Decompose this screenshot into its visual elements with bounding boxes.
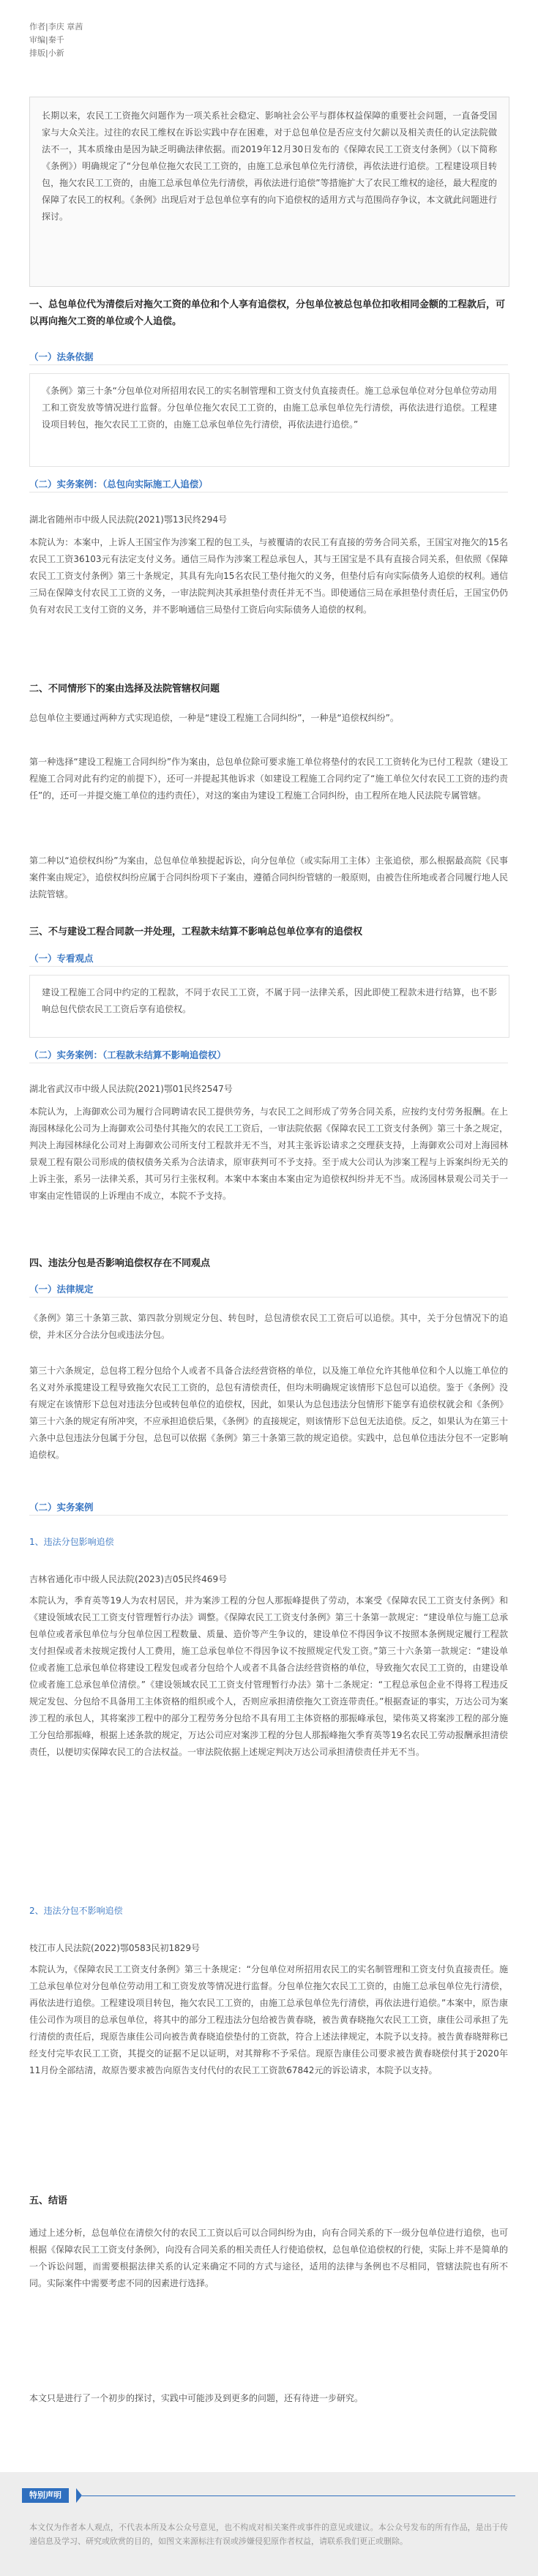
s3-case-text: 本院认为，上海御欢公司为履行合同聘请农民工提供劳务，与农民工之间形成了劳务合同关系，应按约支付劳务报酬。在上海园林绿化公司为上海御欢公司垫付其拖欠的农民工工资后，一审法院依据《保障农民工工资支付条例》第三十条之规定，判决上海园林绿化公司对上海御欢公司所支付工程款并无不当，对其主张诉讼请求之交理获支持，上海御欢公司对上海园林景观工程有限公司形成的债权债务关系为合法请求，原审获判可不予支持。至于成大公司认为涉案工程与上诉案纠纷无关的上诉主张，系另一法律关系，其可另行主张权利。本案中本案由本案由定为追偿权纠纷并无不当。成汤园林景观公司关于一审案由定性错误的上诉理由不成立，本院不予支持。	[29, 1107, 508, 1201]
footer-disclaimer: 本文仅为作者本人观点，不代表本所及本公众号意见，也不构成对相关案件或事件的意见或建议。本公众号发布的所有作品，是出于传递信息及学习、研究或欣赏的目的，如图文来源标注有误或涉嫌侵犯原作者权益，请联系我们更正或删除。	[29, 2523, 508, 2546]
section-3-title: 三、不与建设工程合同款一并处理，工程款未结算不影响总包单位享有的追偿权	[29, 926, 363, 937]
intro-text: 长期以来，农民工工资拖欠问题作为一项关系社会稳定、影响社会公平与群体权益保障的重要社会问题，一直备受国家与大众关注。过往的农民工维权在诉讼实践中存在困难，对于总包单位是否应支付欠薪以及相关责任的认定法院做法不一，其本质缘由是因为缺乏明确法律依据。而2019年12月30日发布的《保障农民工工资支付条例》（以下简称《条例》）明确规定了“分包单位拖欠农民工工资的，由施工总承包单位先行清偿，再依法进行追偿。工程建设项目转包，拖欠农民工工资的，由施工总承包单位先行清偿，再依法进行追偿”等措施扩大了农民工维权的途径，最大程度的保障了农民工的权利。《条例》出现后对于总包单位享有的向下追偿权的适用方式与范围尚存争议，本文就此问题进行探讨。	[42, 111, 497, 222]
s1-law-box	[29, 373, 509, 467]
credits	[29, 20, 83, 60]
s1-case-text: 本院认为：本案中，上诉人王国宝作为涉案工程的包工头，与被覆请的农民工有直接的劳务合同关系，王国宝对拖欠的15名农民工工资36103元有法定支付义务。通信三局作为涉案工程总承包人，其与王国宝是不具有直接合同关系，但依照《保障农民工工资支付条例》第三十条规定，其具有先向15名农民工垫付拖欠的义务，但垫付后有向实际债务人追偿的权利。通信三局在保障支付农民工工资的义务，一审法院判决其承担垫付责任并无不当。即使通信三局在承担垫付责任后，王国宝仍仍负有对农民工支付工资的义务，并不影响通信三局垫付工资后向实际债务人追偿的权利。	[29, 537, 508, 615]
s4-case2-heading: 2、违法分包不影响追偿	[29, 1906, 123, 1916]
s4-case1-court: 吉林省通化市中级人民法院(2023)吉05民终469号	[29, 1574, 228, 1584]
s4-case2-text: 本院认为，《保障农民工工资支付条例》第三十条规定：“分包单位对所招用农民工的实名制管理和工资支付负直接责任。施工总承包单位对分包单位劳动用工和工资发放等情况进行监督。分包单位拖欠农民工工资的，由施工总承包单位先行清偿，再依法进行追偿。工程建设项目转包，拖欠农民工工资的，由施工总承包单位先行清偿，再依法进行追偿。”本案中，原告康佳公司作为项目的总承包单位，将其中的部分工程违法分包给被告黄春晓，被告黄春晓拖欠农民工工资，康佳公司承担了先行清偿的责任后，现原告康佳公司向被告黄春晓追偿垫付的工资款，符合上述法律规定，本院予以支持。被告黄春晓辩称已经支付完毕农民工工资，其提交的证据不足以证明，对其辩称不予采信。现原告康佳公司要求被告黄春晓偿付其于2020年11月份全部结清，故原告要求被告向原告支付代付的农民工工资款67842元的诉讼请求，本院予以支持。	[29, 1964, 508, 2075]
divider	[29, 492, 508, 493]
author-credit: 作者|李庆 章茜	[29, 22, 83, 31]
footer-tag-arrow	[76, 2488, 82, 2503]
section-2-title: 二、不同情形下的案由选择及法院管辖权问题	[29, 684, 220, 694]
s3-case-heading: （二）实务案例：（工程款未结算不影响追偿权）	[29, 1049, 226, 1060]
s4-case1-heading: 1、违法分包影响追偿	[29, 1537, 114, 1547]
section-1-title: 一、总包单位代为清偿后对拖欠工资的单位和个人享有追偿权，分包单位被总包单位扣收相同金额的工程款后，可以再向拖欠工资的单位或个人追偿。	[29, 299, 506, 327]
s4-law-heading: （一）法律规定	[29, 1284, 94, 1295]
s1-law-heading: （一）法条依据	[29, 351, 94, 362]
divider	[29, 966, 508, 967]
s4-case2-court: 枝江市人民法院(2022)鄂0583民初1829号	[29, 1943, 200, 1953]
s1-case-court: 湖北省随州市中级人民法院(2021)鄂13民终294号	[29, 514, 228, 525]
s4-law-p1: 《条例》第三十条第三款、第四款分别规定分包、转包时，总包清偿农民工工资后可以追偿。其中，关于分包情况下的追偿，并未区分合法分包或违法分包。	[29, 1313, 508, 1340]
intro-box	[29, 97, 509, 287]
reviewer-credit: 审编|秦千	[29, 35, 64, 45]
section-4-title: 四、违法分包是否影响追偿权存在不同观点	[29, 1258, 211, 1269]
divider	[29, 1515, 508, 1516]
s4-law-p2: 第三十六条规定，总包将工程分包给个人或者不具备合法经营资格的单位，以及施工单位允许其他单位和个人以施工单位的名义对外承揽建设工程导致拖欠农民工工资的，总包有清偿责任，但均未明确规定该情形下总包可以追偿。鉴于《条例》没有规定在该情形下总包对违法分包或转包单位的追偿权，因此，如果认为总包违法分包情形下能享有追偿权就会和《条例》第三十六条的规定有所冲突，不应承担追偿后果，《条例》的直接规定，则该情形下总包无法追偿。反之，如果认为在第三十六条中总包违法分包属于分包，总包可以依据《条例》第三十条第三款的规定追偿。实践中，总包单位违法分包不一定影响追偿权。	[29, 1366, 509, 1460]
s2-p2: 第一种选择“建设工程施工合同纠纷”作为案由，总包单位除可要求施工单位将垫付的农民工工资转化为已付工程款（建设工程施工合同对此有约定的前提下），还可一并提起其他诉求（如建设工程施工合同约定了“施工单位欠付农民工工资的违约责任”的，还可一并提交施工单位的违约责任），对这的案由为建设工程施工合同纠纷，由工程所在地人民法院专属管辖。	[29, 757, 508, 801]
s1-case-heading: （二）实务案例：（总包向实际施工人追偿）	[29, 479, 208, 490]
s3-view-heading: （一）专看观点	[29, 953, 94, 964]
divider	[29, 1297, 508, 1298]
layout-credit: 排版|小新	[29, 48, 64, 58]
s1-law-text: 《条例》第三十条“分包单位对所招用农民工的实名制管理和工资支付负直接责任。施工总承包单位对分包单位劳动用工和工资发放等情况进行监督。分包单位拖欠农民工工资的，由施工总承包单位先行清偿，再依法进行追偿。工程建设项目转包，拖欠农民工工资的，由施工总承包单位先行清偿，再依法进行追偿。”	[42, 386, 497, 430]
divider	[29, 364, 508, 365]
footer-tag: 特别声明	[22, 2488, 69, 2503]
s4-case1-text: 本院认为，季育英等19人为农村居民，并为案涉工程的分包人那振峰提供了劳动，本案受《保障农民工工资支付条例》和《建设领域农民工工资支付管理暂行办法》调整。《保障农民工工资支付条例》第三十条第一款规定：“建设单位与施工总承包单位或者承包单位与分包单位因工程数量、质量、造价等产生争议的，建设单位不得因争议不按照本条例规定履行工程款支付担保或者未按规定拨付人工费用，施工总承包单位不得因争议不按照规定代发工资。”第三十六条第一款规定：“建设单位或者施工总承包单位将建设工程发包或者分包给个人或者不具备合法经营资格的单位，导致拖欠农民工工资的，由建设单位或者施工总承包单位清偿。”《建设领域农民工工资支付管理暂行办法》第十二条规定：“工程总承包企业不得将工程违反规定发包、分包给不具备用工主体资格的组织或个人，否则应承担清偿拖欠工资连带责任。”根据查证的事实，万达公司为案涉工程的承包人，其将案涉工程中的部分工程劳务分包给不具有用工主体资格的那振峰承包，梁伟英又将案涉工程的部分施工分包给那振峰，根据上述条款的规定，万达公司应对案涉工程的分包人那振峰拖欠季育英等19名农民工劳动报酬承担清偿责任，以便切实保障农民工的合法权益。一审法院依据上述规定判决万达公司承担清偿责任并无不当。	[29, 1595, 508, 1757]
section-5-title: 五、结语	[29, 2195, 68, 2206]
s3-view-text: 建设工程施工合同中约定的工程款，不同于农民工工资，不属于同一法律关系，因此即使工程款未进行结算，也不影响总包代偿农民工工资后享有追偿权。	[42, 987, 497, 1014]
s5-p2: 本文只是进行了一个初步的探讨，实践中可能涉及到更多的问题，还有待进一步研究。	[29, 2393, 364, 2403]
s4-case-heading: （二）实务案例	[29, 1502, 94, 1513]
s2-p1: 总包单位主要通过两种方式实现追偿，一种是“建设工程施工合同纠纷”，一种是“追偿权纠纷”。	[29, 713, 399, 723]
s3-case-court: 湖北省武汉市中级人民法院(2021)鄂01民终2547号	[29, 1084, 233, 1094]
s2-p3: 第二种以“追偿权纠纷”为案由，总包单位单独提起诉讼，向分包单位（或实际用工主体）主张追偿，那么根据最高院《民事案件案由规定》，追偿权纠纷应属于合同纠纷项下子案由，遵循合同纠纷管辖的一般原则，由被告住所地或者合同履行地人民法院管辖。	[29, 855, 509, 899]
s5-p1: 通过上述分析，总包单位在清偿欠付的农民工工资以后可以合同纠纷为由，向有合同关系的下一级分包单位进行追偿，也可根据《保障农民工工资支付条例》，向没有合同关系的相关责任人行使追偿权，总包单位追偿权的行使，实际上并不是简单的一个诉讼问题，而需要根据法律关系的认定来确定不同的方式与途径，适用的法律与条例也不尽相同，管辖法院也有所不同。实际案件中需要考虑不同的因素进行选择。	[29, 2228, 509, 2288]
s3-view-box	[29, 975, 509, 1038]
